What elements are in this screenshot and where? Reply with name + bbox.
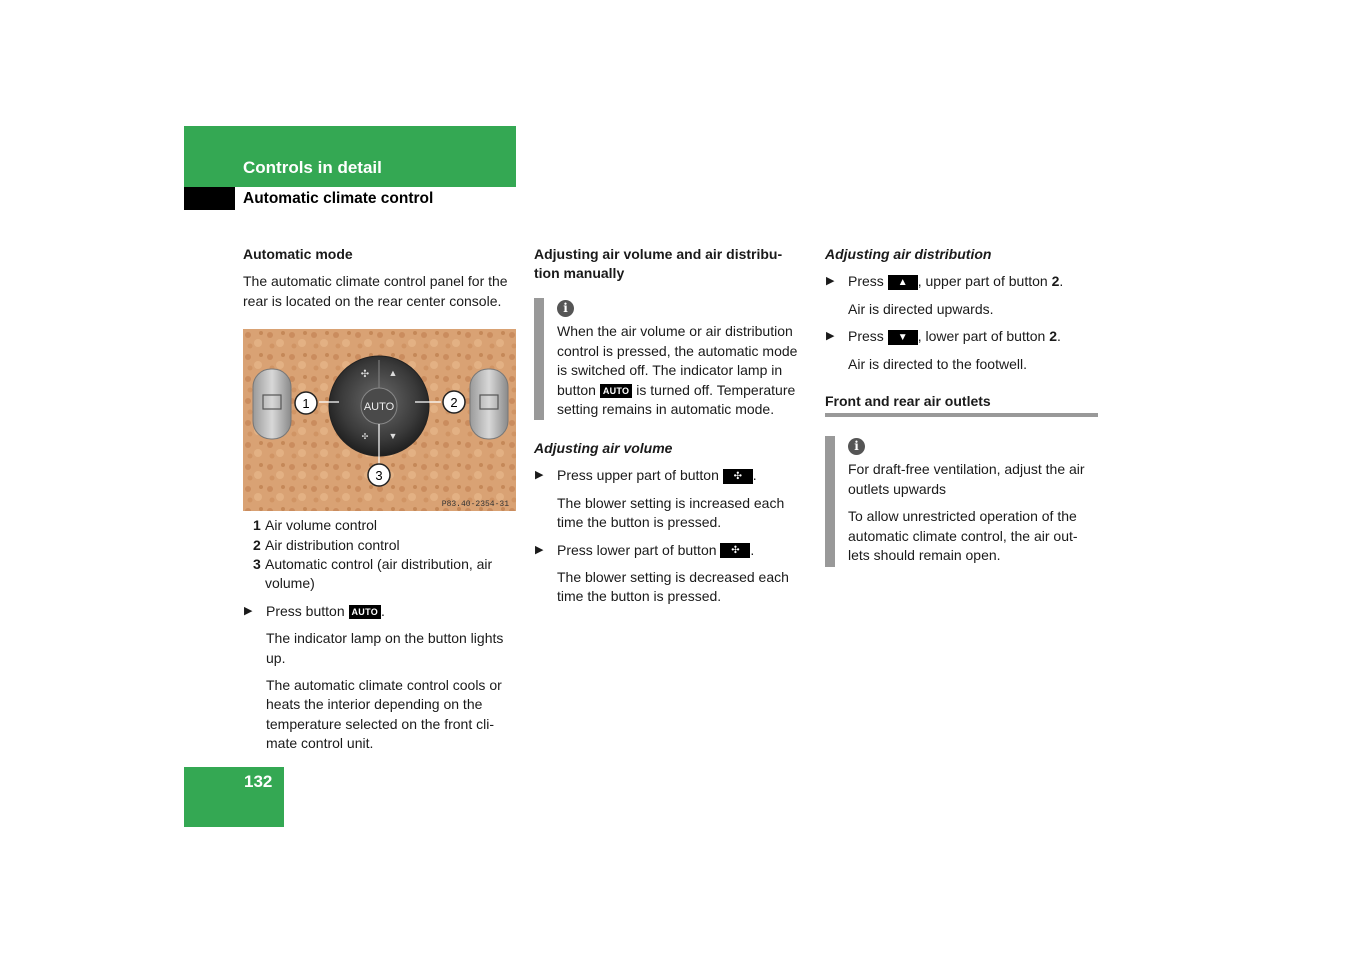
subheading-air-volume: Adjusting air volume — [534, 440, 673, 456]
svg-text:✣: ✣ — [361, 432, 369, 442]
step-lower: ▶ Press lower part of button ✣ . — [534, 541, 806, 560]
result-text: The blower setting is increased each time the button is pressed. — [557, 494, 785, 531]
result-text: The indicator lamp on the button lights up. — [266, 630, 504, 666]
page-number: 132 — [244, 772, 273, 791]
legend-item: 2 Air distribution control — [253, 536, 400, 553]
callout-2: 2 — [450, 395, 458, 411]
auto-button-label: AUTO — [363, 401, 395, 414]
bullet-arrow-icon: ▶ — [244, 604, 253, 617]
info-note-manual: i When the air volume or air distribution control is pressed, the automatic mode is switched off. The indicator lamp in button AUTO is turned off. Temperature setting remains in automatic mode. — [534, 298, 806, 420]
auto-key-icon: AUTO — [600, 384, 633, 398]
figure-ref-code: P83.40-2354-31 — [441, 500, 509, 510]
left-column — [243, 245, 516, 754]
legend-item: 1 Air volume control — [253, 517, 378, 534]
fan-icon: ✣ — [723, 469, 753, 484]
intro-text: The automatic climate control panel for the rear is located on the rear center console. — [243, 273, 508, 309]
info-icon: i — [557, 300, 574, 317]
heading-manual: Adjusting air volume and air distribu-tion manually — [534, 246, 783, 282]
middle-steps — [534, 439, 806, 607]
arrow-up-icon: ▲ — [888, 275, 918, 290]
info-note-outlets — [825, 436, 1098, 567]
auto-key-icon: AUTO — [349, 605, 382, 619]
step-press-auto: ▶ Press button AUTO . — [243, 602, 516, 621]
note-text: To allow unrestricted operation of the automatic climate control, the air out-lets should remain open. — [848, 508, 1078, 564]
subheading-air-distribution: Adjusting air distribution — [825, 246, 992, 262]
fan-icon: ✣ — [720, 543, 750, 558]
climate-panel-figure — [243, 329, 516, 511]
bullet-arrow-icon: ▶ — [535, 543, 544, 556]
legend-item: 3 Automatic control (air distribution, air volume) — [253, 556, 493, 592]
result-text: Air is directed upwards. — [848, 300, 994, 317]
svg-text:▼: ▼ — [388, 431, 398, 442]
note-text: For draft-free ventilation, adjust the air outlets upwards — [848, 461, 1085, 497]
svg-text:▲: ▲ — [388, 368, 398, 379]
heading-automatic-mode: Automatic mode — [243, 246, 353, 262]
right-column — [825, 245, 1098, 411]
result-text: The blower setting is decreased each time the button is pressed. — [557, 569, 789, 605]
step-upper: ▶ Press upper part of button ✣ . — [534, 466, 806, 485]
climate-panel-illustration — [243, 329, 516, 511]
legend — [243, 516, 516, 594]
callout-3: 3 — [375, 468, 383, 484]
result-text: The automatic climate control cools or heats the interior depending on the temperature selected on the front cli-mate control unit. — [266, 677, 502, 752]
callout-1: 1 — [302, 396, 310, 412]
arrow-down-icon: ▼ — [888, 330, 918, 345]
section-title: Controls in detail — [243, 158, 382, 177]
bullet-arrow-icon: ▶ — [826, 330, 835, 343]
header-marker — [184, 187, 235, 210]
svg-text:✣: ✣ — [360, 369, 370, 381]
result-text: Air is directed to the footwell. — [848, 355, 1027, 372]
heading-air-outlets: Front and rear air outlets — [825, 393, 991, 410]
step-down: ▶ Press ▼ , lower part of button 2. — [825, 327, 1098, 346]
bullet-arrow-icon: ▶ — [535, 469, 544, 482]
middle-column — [534, 245, 806, 284]
info-icon: i — [848, 438, 865, 455]
subsection-title: Automatic climate control — [243, 190, 434, 207]
bullet-arrow-icon: ▶ — [826, 275, 835, 288]
section-rule — [825, 413, 1098, 417]
step-up: ▶ Press ▲ , upper part of button 2. — [825, 272, 1098, 291]
